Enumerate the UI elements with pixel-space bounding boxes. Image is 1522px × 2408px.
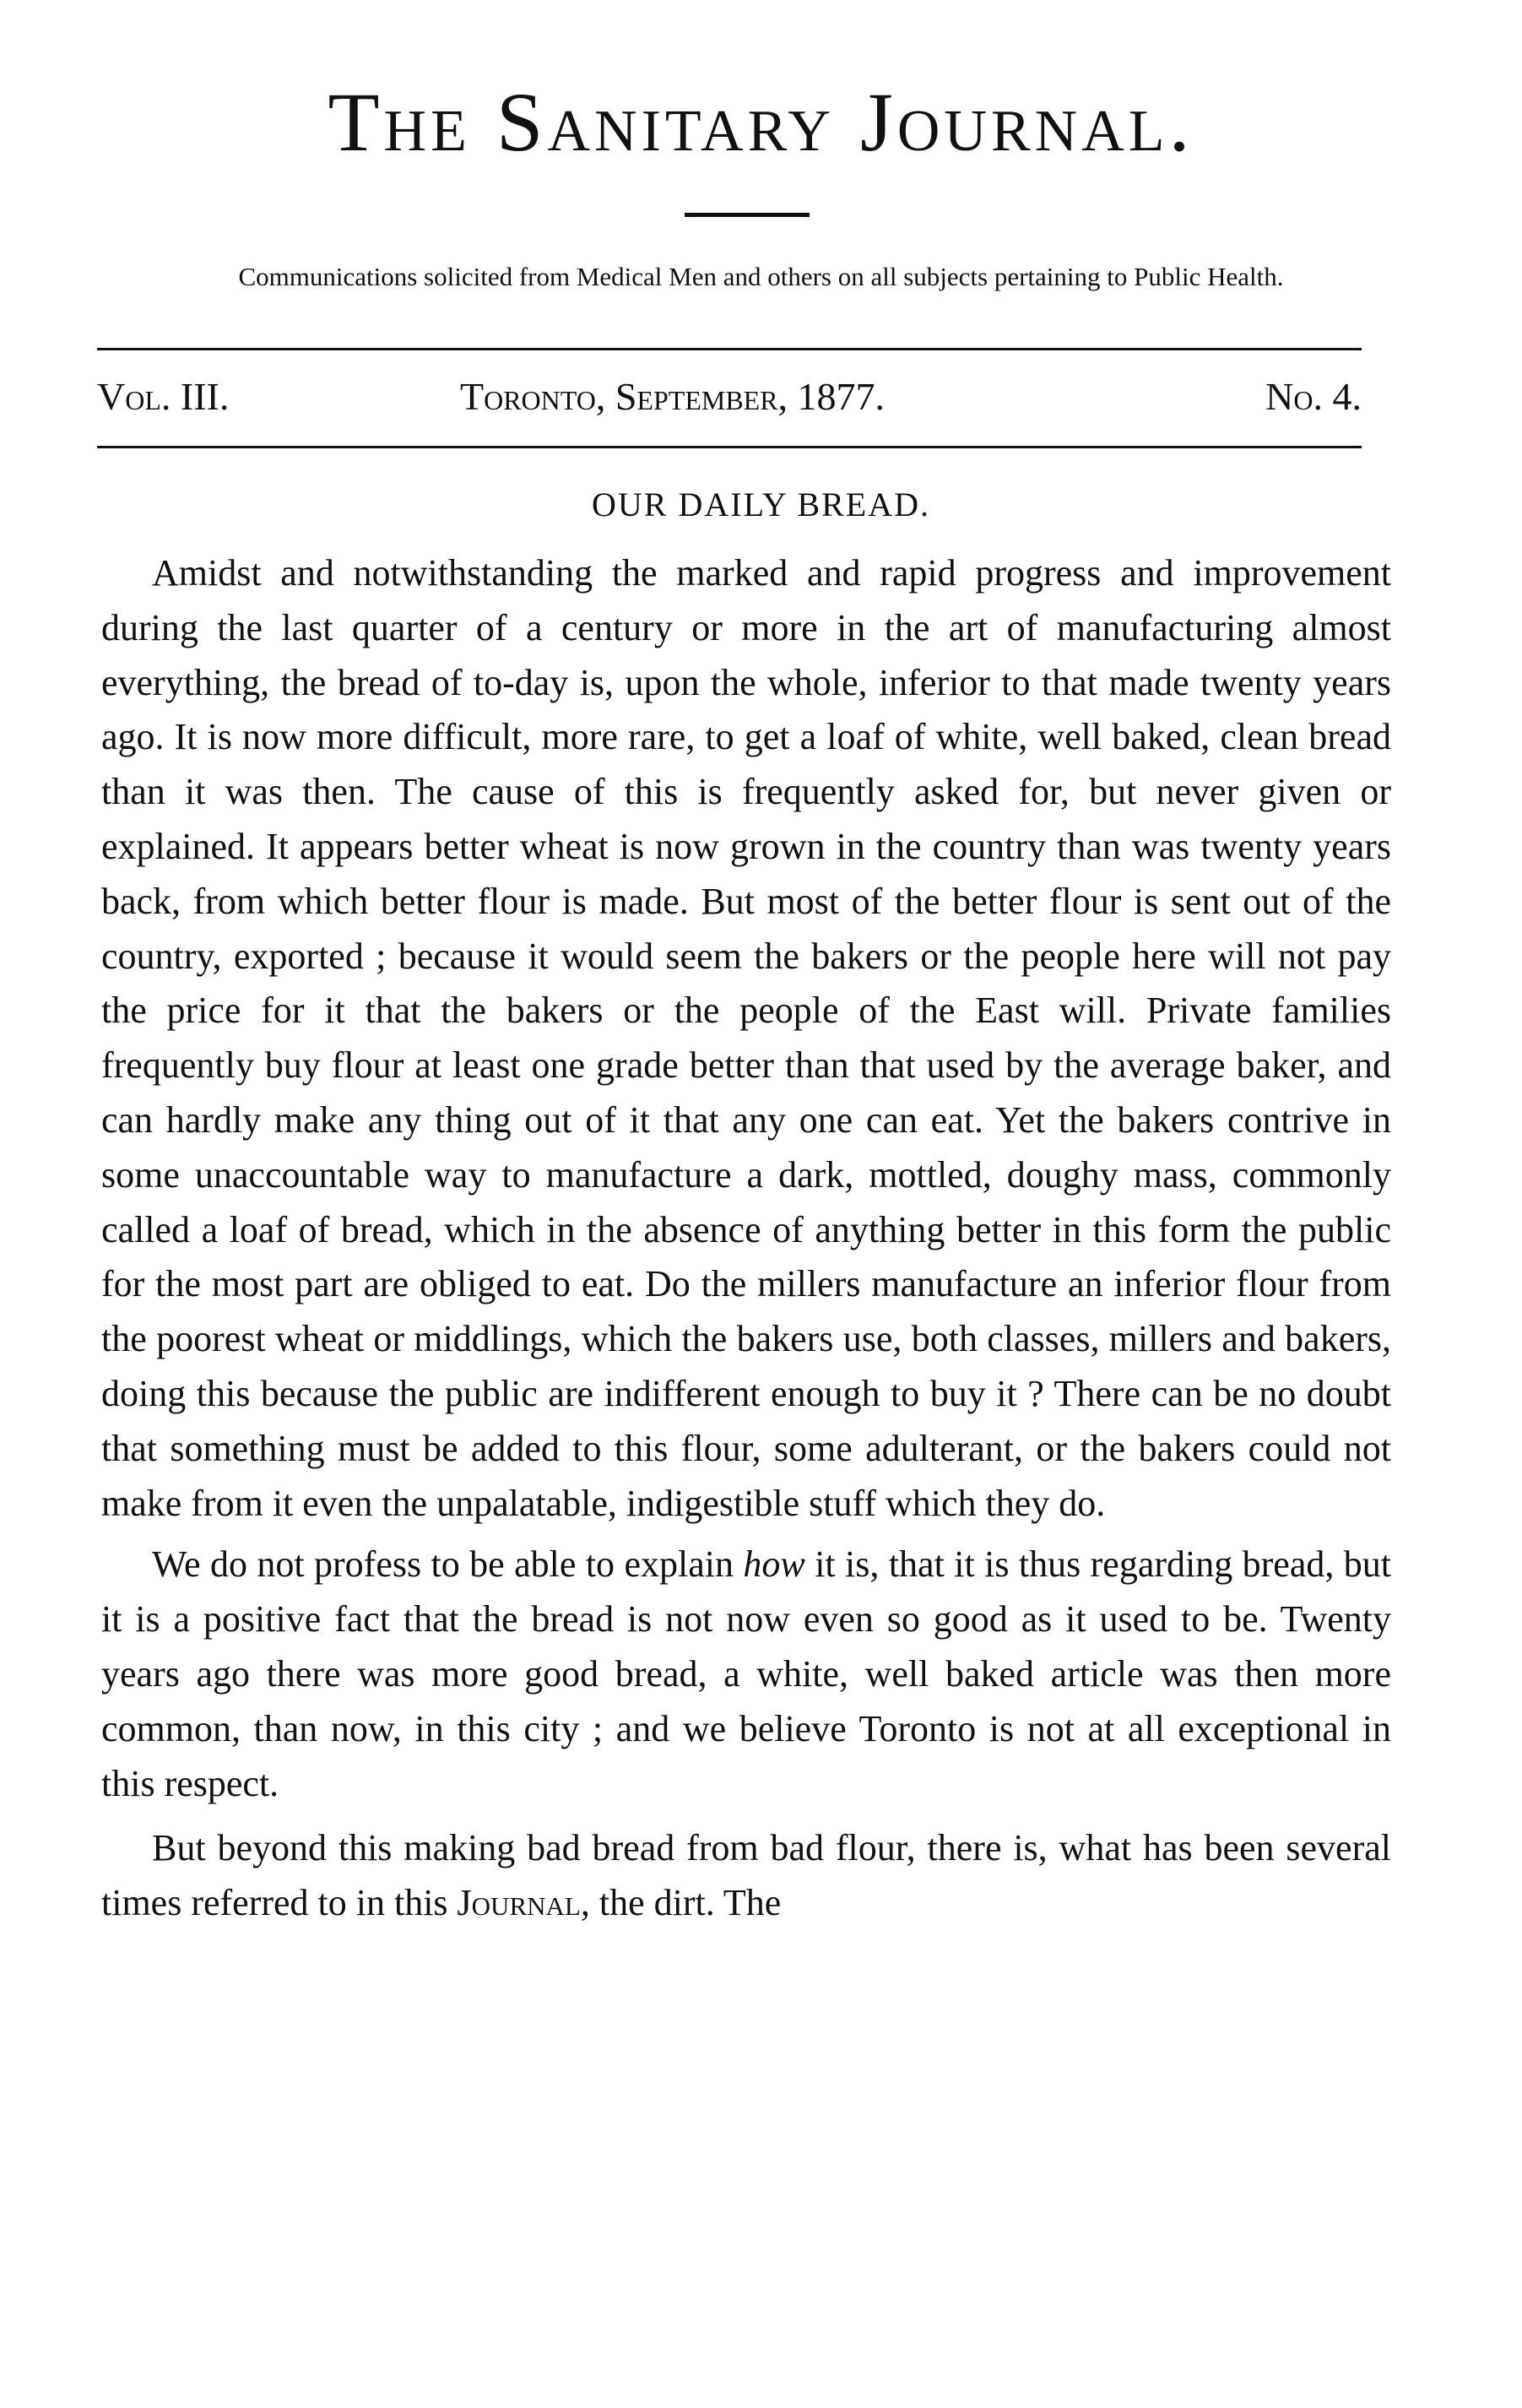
masthead-title: The Sanitary Journal.	[328, 75, 1194, 169]
paragraph-text: We do not profess to be able to explain	[152, 1543, 734, 1586]
subtitle: Communications solicited from Medical Men and others on all subjects pertaining to Public Health.	[238, 262, 1284, 291]
paragraph	[101, 1821, 1391, 1931]
place-date: Toronto, September, 1877.	[460, 375, 886, 418]
issue-line	[97, 372, 1362, 422]
paragraph: Amidst and notwithstanding the marked and rapid progress and improvement during the last quarter of a century or more in the art of manufacturing almost everything, the bread of to-day is, upon the whole, inferior to that made twenty years ago. It is now more difficult, more rare, to get a loaf of white, well baked, clean bread than it was then. The cause of this is frequently asked for, but never given or explained. It appears better wheat is now grown in the country than was twenty years back, from which better flour is made. But most of the better flour is sent out of the country, exported ; because it would seem the bakers or the people here will not pay the price for it that the bakers or the people of the East will. Private families frequently buy flour at least one grade better than that used by the average baker, and can hardly make any thing out of it that any one can eat. Yet the bakers contrive in some unaccountable way to manufacture a dark, mottled, doughy mass, commonly called a loaf of bread, which in the absence of anything better in this form the public for the most part are obliged to eat. Do the millers manufacture an inferior flour from the poorest wheat or middlings, which the bakers use, both classes, millers and bakers, doing this because the public are indifferent enough to buy it ? There can be no doubt that something must be added to this flour, some adulterant, or the bakers could not make from it even the unpalatable, indigestible stuff which they do.	[101, 552, 1391, 1524]
paragraph-text: But beyond this making bad bread from bad flour, there is, what has been several times referred to in this	[101, 1827, 1391, 1924]
header-rule-top	[97, 348, 1362, 350]
paragraph	[101, 1538, 1391, 1811]
small-caps-word: Journal,	[457, 1882, 590, 1924]
paragraph-text: it is, that it is thus regarding bread, but it is a positive fact that the bread is not now even so good as it used to be. Twenty years ago there was more good bread, a white, well baked article was then more common, than now, in this city ; and we believe Toronto is not at all exceptional in this respect.	[101, 1543, 1391, 1804]
volume-label: Vol. III.	[97, 375, 230, 418]
article-body	[101, 546, 1391, 1931]
italic-word: how	[743, 1543, 805, 1586]
paragraph-text: the dirt. The	[599, 1882, 782, 1924]
issue-number: No. 4.	[1265, 375, 1362, 418]
title-divider	[685, 213, 810, 217]
article-title: OUR DAILY BREAD.	[592, 485, 930, 523]
header-rule-bottom	[97, 446, 1362, 448]
